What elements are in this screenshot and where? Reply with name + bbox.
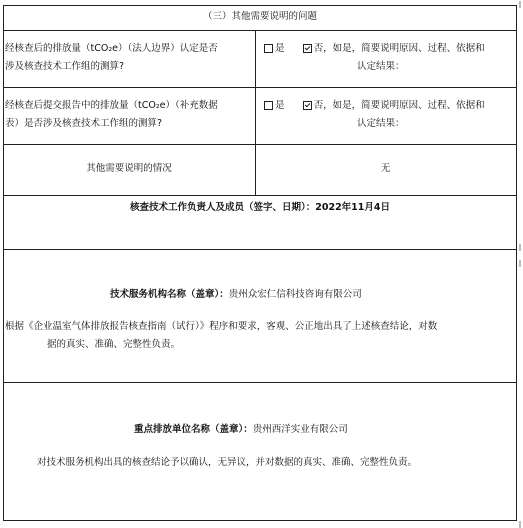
other-issues-value: 无 xyxy=(380,163,391,174)
row-divider xyxy=(3,249,517,250)
answer-2-line-1 xyxy=(264,97,485,115)
section-title: （三）其他需要说明的问题 xyxy=(202,11,317,22)
row-divider xyxy=(3,144,517,145)
yes-checkbox[interactable] xyxy=(264,101,273,110)
enterprise-name: 贵州西洋实业有限公司 xyxy=(252,424,348,435)
page-edge-marker xyxy=(519,244,521,251)
answer-2-line-2: 认定结果： xyxy=(357,118,405,129)
yes-checkbox[interactable] xyxy=(264,44,273,53)
table-top-border xyxy=(3,5,517,6)
enterprise-statement: 对技术服务机构出具的核查结论予以确认，无异议，并对数据的真实、准确、完整性负责。 xyxy=(37,457,418,468)
enterprise-line xyxy=(134,421,348,439)
row-divider xyxy=(3,87,517,88)
answer-1-line-1 xyxy=(264,40,485,58)
table-right-border xyxy=(516,5,517,521)
question-2-line-1: 经核查后提交报告中的排放量（tCO₂e）（补充数据 xyxy=(5,100,218,111)
no-label: 否，如是，简要说明原因、过程、依据和 xyxy=(313,43,485,54)
page-edge-marker xyxy=(519,260,521,267)
service-statement-line-1: 根据《企业温室气体排放报告核查指南（试行）》程序和要求，客观、公正地出具了上述核查结论，对数 xyxy=(5,321,438,332)
service-org-line xyxy=(110,286,362,304)
enterprise-label: 重点排放单位名称（盖章）： xyxy=(134,424,253,435)
question-2-line-2: 表）是否涉及核查技术工作组的测算? xyxy=(5,118,163,129)
verifier-signature-line: 核查技术工作负责人及成员（签字、日期）：2022年11月4日 xyxy=(129,202,391,213)
row-divider xyxy=(3,382,517,383)
service-statement-line-2: 据的真实、准确、完整性负责。 xyxy=(47,339,181,350)
no-label: 否，如是，简要说明原因、过程、依据和 xyxy=(313,100,485,111)
row-divider xyxy=(3,30,517,31)
table-bottom-border xyxy=(3,520,517,521)
service-org-name: 贵州众宏仁信科技咨询有限公司 xyxy=(228,289,362,300)
answer-1-line-2: 认定结果： xyxy=(357,61,405,72)
service-org-label: 技术服务机构名称（盖章）： xyxy=(110,289,229,300)
no-checkbox-checked[interactable] xyxy=(303,44,312,53)
page-edge-marker xyxy=(519,1,521,8)
table-left-border xyxy=(3,5,4,521)
yes-label: 是 xyxy=(275,100,285,111)
other-issues-label: 其他需要说明的情况 xyxy=(86,163,172,174)
row-divider xyxy=(3,195,517,196)
question-1-line-1: 经核查后的排放量（tCO₂e）（法人边界）认定是否 xyxy=(5,43,218,54)
yes-label: 是 xyxy=(275,43,285,54)
question-1-line-2: 涉及核查技术工作组的测算? xyxy=(5,61,125,72)
no-checkbox-checked[interactable] xyxy=(303,101,312,110)
